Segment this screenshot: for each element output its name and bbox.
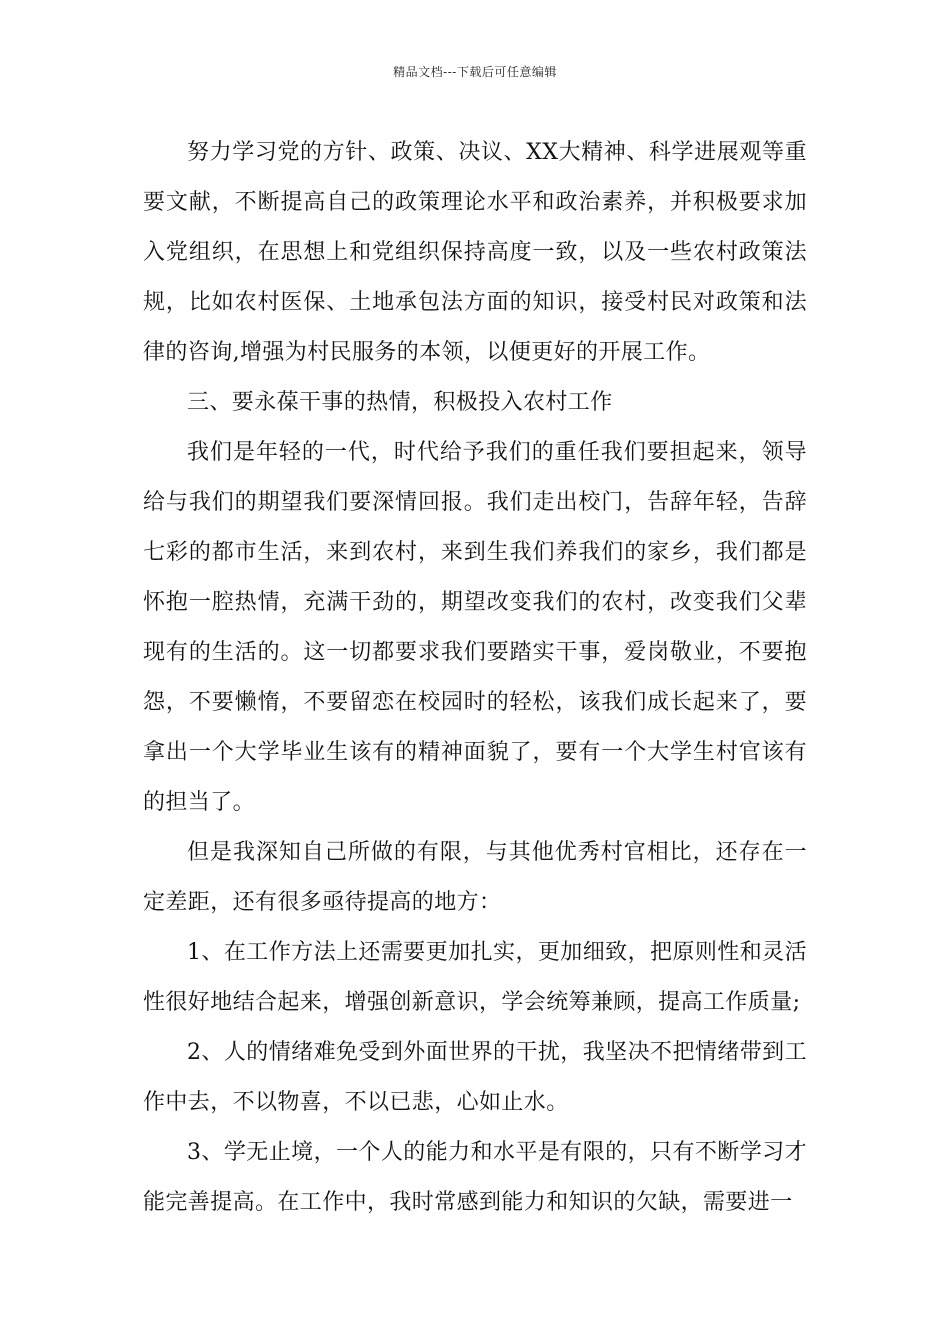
document-body xyxy=(143,128,807,1228)
paragraph-study-policy: 努力学习党的方针、政策、决议、XX大精神、科学进展观等重要文献，不断提高自己的政策理论水平和政治素养，并积极要求加入党组织，在思想上和党组织保持高度一致，以及一些农村政策法规，比如农村医保、土地承包法方面的知识，接受村民对政策和法律的咨询,增强为村民服务的本领，以便更好的开展工作。 xyxy=(143,140,807,365)
page-header: 精品文档---下载后可任意编辑 xyxy=(393,65,557,79)
paragraph-shortcomings: 但是我深知自己所做的有限，与其他优秀村官相比，还存在一定差距，还有很多亟待提高的地方： xyxy=(143,840,807,915)
list-item-3: 3、学无止境，一个人的能力和水平是有限的，只有不断学习才能完善提高。在工作中，我时常感到能力和知识的欠缺，需要进一 xyxy=(143,1140,807,1215)
list-item-2: 2、人的情绪难免受到外面世界的干扰，我坚决不把情绪带到工作中去，不以物喜，不以已悲，心如止水。 xyxy=(143,1040,807,1115)
list-item-1: 1、在工作方法上还需要更加扎实，更加细致，把原则性和灵活性很好地结合起来，增强创新意识，学会统筹兼顾，提高工作质量; xyxy=(143,940,807,1015)
paragraph-young-generation: 我们是年轻的一代，时代给予我们的重任我们要担起来，领导给与我们的期望我们要深情回报。我们走出校门，告辞年轻，告辞七彩的都市生活，来到农村，来到生我们养我们的家乡，我们都是怀抱一腔热情，充满干劲的，期望改变我们的农村，改变我们父辈现有的生活的。这一切都要求我们要踏实干事，爱岗敬业，不要抱怨，不要懒惰，不要留恋在校园时的轻松，该我们成长起来了，要拿出一个大学毕业生该有的精神面貌了，要有一个大学生村官该有的担当了。 xyxy=(143,440,807,815)
section-heading-three: 三、要永葆干事的热情，积极投入农村工作 xyxy=(187,390,613,415)
